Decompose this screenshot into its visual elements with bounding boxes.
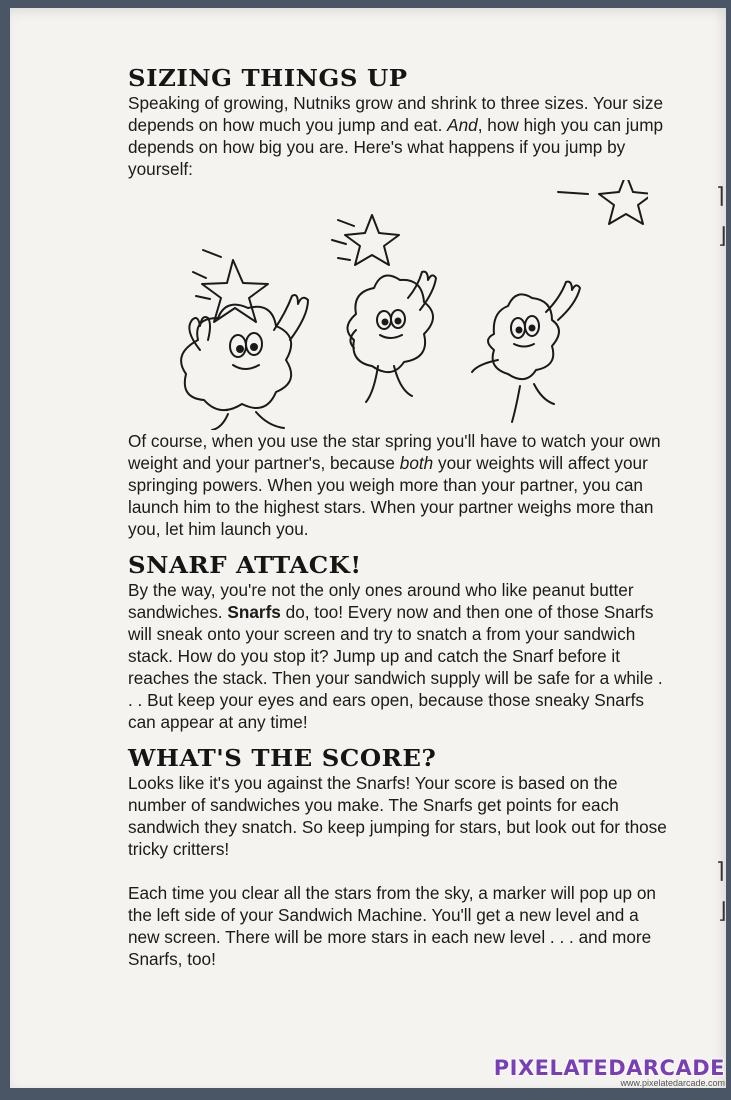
nutnik-illustration [128,180,668,430]
section-sizing-things-up [128,65,668,180]
paragraph-star-spring-emphasis: both [399,453,434,473]
binding-mark-bottom: ⌉ [716,858,725,883]
watermark [494,1056,725,1088]
paragraph-star-spring-part2: your weights will affect your springing powers. When you weigh more than your partner, you can launch him to the highest stars. When your partner weighs more than you, let him launch you. [128,453,654,539]
star-icon-3 [599,180,648,224]
heading-snarf-attack: SNARF ATTACK! [128,552,362,579]
paragraph-snarf-part1: By the way, you're not the only ones around who like peanut butter sandwiches. [128,580,634,622]
small-nutnik-figure [472,180,648,422]
paragraph-snarf-bold: Snarfs [227,602,281,622]
heading-whats-the-score: WHAT'S THE SCORE? [128,745,437,772]
paragraph-score-1: Looks like it's you against the Snarfs! Your score is based on the number of sandwiches you make. The Snarfs get points for each sandwich they snatch. So keep jumping for stars, but look out for those tricky critters! [128,773,667,859]
section-star-spring [128,430,668,540]
section-whats-the-score [128,745,668,970]
paragraph-snarf-attack [128,579,668,733]
manual-content [128,63,668,970]
star-icon-2 [345,215,399,265]
binding-mark-top-2: ⌋ [718,223,727,248]
binding-mark-bottom-2: ⌋ [718,898,727,923]
paragraph-snarf-part2: do, too! Every now and then one of those Snarfs will sneak onto your screen and try to snatch a from your sandwich stack. How do you stop it? Jump up and catch the Snarf before it reaches the stack. Then your sandwich supply will be safe for a while . . . But keep your eyes and ears open, because those sneaky Snarfs can appear at any time! [128,602,663,732]
watermark-url: www.pixelatedarcade.com [620,1078,725,1088]
paragraph-sizing-emphasis: And [447,115,478,135]
paragraph-star-spring-part1: Of course, when you use the star spring you'll have to watch your own weight and your partner's, because [128,431,661,473]
paragraph-sizing-part2: , how high you can jump depends on how big you are. Here's what happens if you jump by yourself: [128,115,664,179]
medium-nutnik-figure [332,215,436,402]
nutnik-sizes-drawing [88,180,648,430]
binding-mark-top: ⌉ [716,183,725,208]
watermark-logo: PIXELATEDARCADE [493,1056,725,1080]
star-icon-1 [202,260,268,322]
paragraph-sizing-part1: Speaking of growing, Nutniks grow and shrink to three sizes. Your size depends on how much you jump and eat. [128,93,664,135]
section-snarf-attack [128,552,668,733]
paragraph-score-2: Each time you clear all the stars from the sky, a marker will pop up on the left side of your Sandwich Machine. You'll get a new level and a new screen. There will be more stars in each new level . . . and more Snarfs, too! [128,883,656,969]
large-nutnik-figure [181,250,308,430]
heading-sizing-things-up: SIZING THINGS UP [128,65,408,92]
paragraph-star-spring [128,430,668,540]
manual-page [10,8,726,1088]
paragraph-sizing [128,92,668,180]
